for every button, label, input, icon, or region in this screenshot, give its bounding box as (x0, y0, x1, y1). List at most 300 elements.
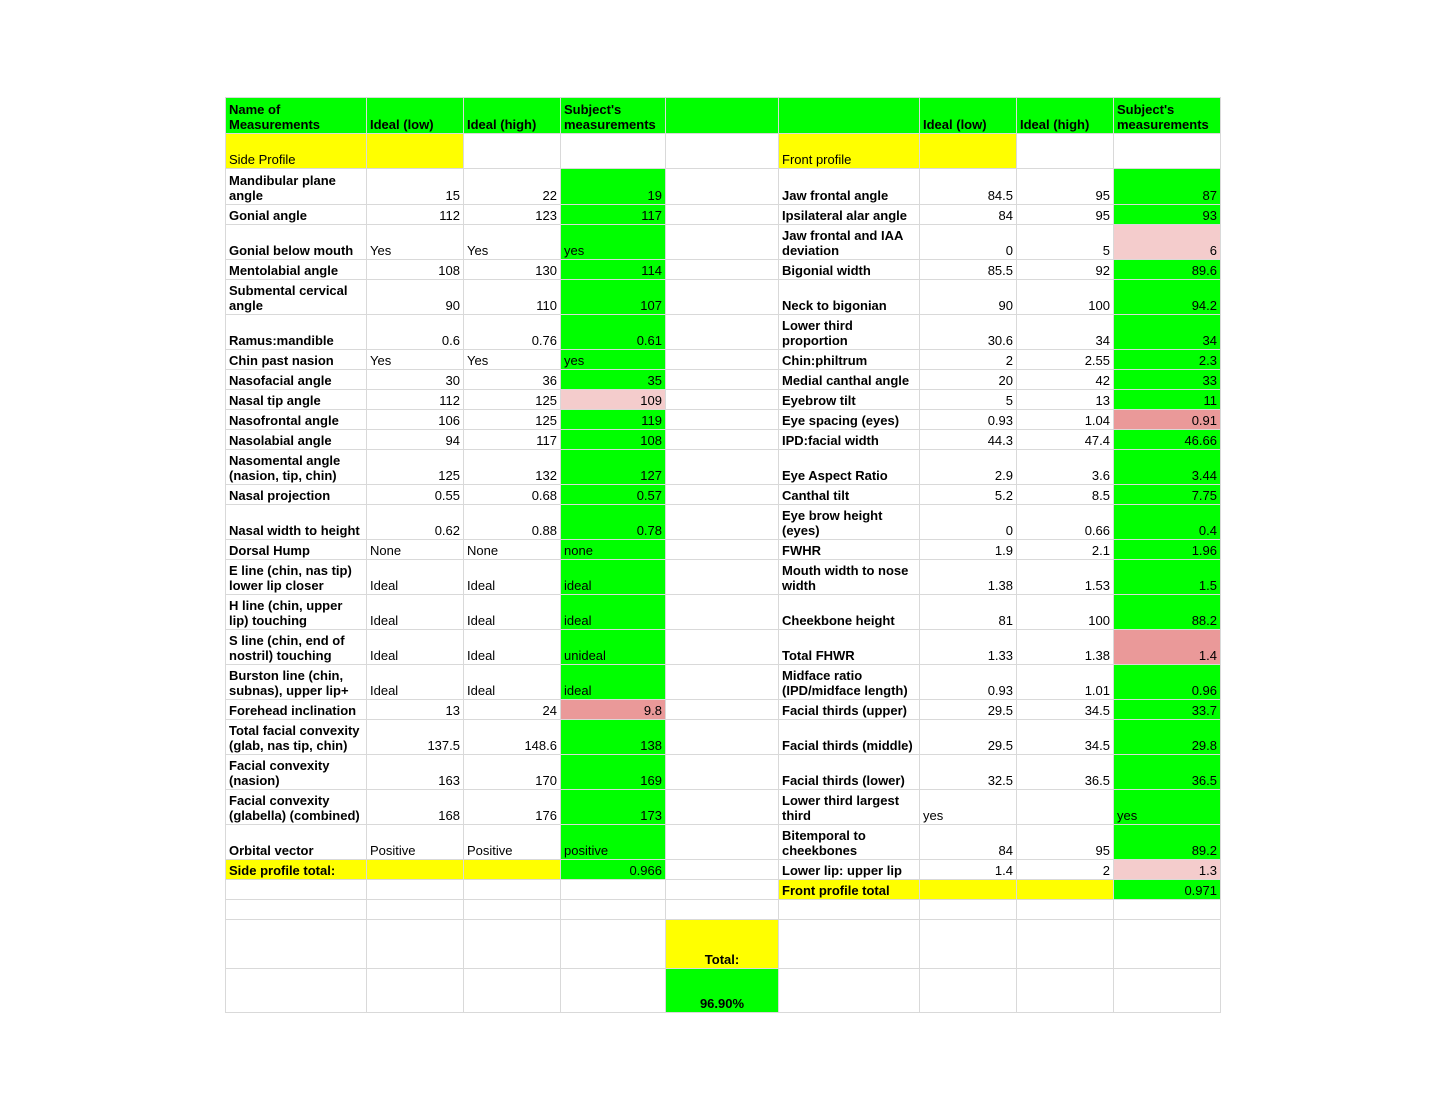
empty-cell[interactable] (1017, 900, 1114, 920)
spacer-cell[interactable] (666, 430, 779, 450)
side-ideal-low[interactable]: 163 (367, 755, 464, 790)
side-measurement-name[interactable]: Mandibular plane angle (226, 169, 367, 205)
front-measurement-name[interactable]: Bigonial width (779, 260, 920, 280)
grand-total-value[interactable]: 96.90% (666, 969, 779, 1013)
front-measurement-name[interactable]: Mouth width to nose width (779, 560, 920, 595)
measurement-row (226, 205, 1221, 225)
side-subject-value[interactable]: ideal (561, 595, 666, 630)
side-measurement-name[interactable]: Chin past nasion (226, 350, 367, 370)
spacer-cell[interactable] (666, 560, 779, 595)
front-profile-title[interactable]: Front profile (779, 134, 920, 169)
front-subject-value[interactable]: 7.75 (1114, 485, 1221, 505)
side-ideal-low[interactable]: 112 (367, 390, 464, 410)
side-ideal-high[interactable]: 0.76 (464, 315, 561, 350)
side-ideal-high[interactable]: 24 (464, 700, 561, 720)
front-measurement-name[interactable]: Facial thirds (middle) (779, 720, 920, 755)
side-ideal-high[interactable]: None (464, 540, 561, 560)
side-title-fill-cell[interactable] (367, 134, 464, 169)
front-ideal-high[interactable]: 95 (1017, 169, 1114, 205)
empty-cell[interactable] (920, 969, 1017, 1013)
spacer-cell[interactable] (666, 280, 779, 315)
front-ideal-low[interactable]: 0 (920, 225, 1017, 260)
measurement-row (226, 790, 1221, 825)
front-ideal-high[interactable]: 3.6 (1017, 450, 1114, 485)
front-ideal-low[interactable]: yes (920, 790, 1017, 825)
front-measurement-name[interactable]: Lower third largest third (779, 790, 920, 825)
spacer-cell[interactable] (666, 450, 779, 485)
side-ideal-low[interactable]: 90 (367, 280, 464, 315)
front-ideal-low[interactable]: 84 (920, 205, 1017, 225)
side-ideal-low[interactable]: 168 (367, 790, 464, 825)
front-ideal-high[interactable]: 47.4 (1017, 430, 1114, 450)
front-title-fill-cell[interactable] (920, 134, 1017, 169)
front-subject-value[interactable]: 36.5 (1114, 755, 1221, 790)
side-subject-value[interactable]: ideal (561, 665, 666, 700)
measurement-row (226, 280, 1221, 315)
front-ideal-low[interactable]: 30.6 (920, 315, 1017, 350)
side-measurement-name[interactable]: Facial convexity (nasion) (226, 755, 367, 790)
front-ideal-low[interactable]: 1.4 (920, 860, 1017, 880)
empty-cell[interactable] (920, 920, 1017, 969)
side-measurement-name[interactable]: H line (chin, upper lip) touching (226, 595, 367, 630)
side-ideal-high[interactable]: 117 (464, 430, 561, 450)
side-ideal-high[interactable]: Ideal (464, 560, 561, 595)
side-measurement-name[interactable]: Submental cervical angle (226, 280, 367, 315)
front-ideal-high[interactable]: 92 (1017, 260, 1114, 280)
empty-cell[interactable] (367, 900, 464, 920)
side-subject-value[interactable]: 109 (561, 390, 666, 410)
side-ideal-high[interactable]: 0.68 (464, 485, 561, 505)
front-ideal-low[interactable]: 0.93 (920, 410, 1017, 430)
side-ideal-high[interactable]: Ideal (464, 665, 561, 700)
side-ideal-high[interactable]: Yes (464, 350, 561, 370)
front-ideal-low[interactable]: 84 (920, 825, 1017, 860)
front-ideal-high[interactable]: 34 (1017, 315, 1114, 350)
front-subject-value[interactable]: 34 (1114, 315, 1221, 350)
spacer-cell[interactable] (666, 505, 779, 540)
side-ideal-high[interactable]: 110 (464, 280, 561, 315)
empty-cell[interactable] (226, 880, 367, 900)
spacer-cell[interactable] (666, 630, 779, 665)
front-ideal-high[interactable]: 34.5 (1017, 720, 1114, 755)
front-measurement-name[interactable]: Facial thirds (upper) (779, 700, 920, 720)
spacer-cell[interactable] (666, 700, 779, 720)
side-ideal-low[interactable]: Positive (367, 825, 464, 860)
front-total-value[interactable]: 0.971 (1114, 880, 1221, 900)
empty-cell[interactable] (464, 969, 561, 1013)
side-ideal-low[interactable]: 108 (367, 260, 464, 280)
header-ideal-low-cell[interactable]: Ideal (low) (367, 98, 464, 134)
side-ideal-low[interactable]: 13 (367, 700, 464, 720)
side-measurement-name[interactable]: Dorsal Hump (226, 540, 367, 560)
side-ideal-high[interactable]: 22 (464, 169, 561, 205)
side-measurement-name[interactable]: S line (chin, end of nostril) touching (226, 630, 367, 665)
front-measurement-name[interactable]: Cheekbone height (779, 595, 920, 630)
side-subject-value[interactable]: 173 (561, 790, 666, 825)
side-ideal-high[interactable]: 176 (464, 790, 561, 825)
side-ideal-low[interactable]: Yes (367, 225, 464, 260)
side-ideal-low[interactable]: Ideal (367, 595, 464, 630)
side-subject-value[interactable]: 117 (561, 205, 666, 225)
empty-cell[interactable] (367, 880, 464, 900)
front-measurement-name[interactable]: FWHR (779, 540, 920, 560)
side-ideal-low[interactable]: 0.6 (367, 315, 464, 350)
front-ideal-low[interactable]: 5 (920, 390, 1017, 410)
side-measurement-name[interactable]: Nasofacial angle (226, 370, 367, 390)
front-subject-value[interactable]: yes (1114, 790, 1221, 825)
front-ideal-high[interactable]: 2 (1017, 860, 1114, 880)
side-subject-value[interactable]: 138 (561, 720, 666, 755)
front-ideal-low[interactable]: 84.5 (920, 169, 1017, 205)
empty-cell[interactable] (920, 900, 1017, 920)
front-measurement-name[interactable]: Lower lip: upper lip (779, 860, 920, 880)
front-ideal-low[interactable]: 20 (920, 370, 1017, 390)
empty-cell[interactable] (1017, 969, 1114, 1013)
front-subject-value[interactable]: 89.2 (1114, 825, 1221, 860)
spacer-cell[interactable] (666, 720, 779, 755)
spacer-cell[interactable] (666, 825, 779, 860)
front-ideal-high[interactable]: 95 (1017, 825, 1114, 860)
front-subject-value[interactable]: 94.2 (1114, 280, 1221, 315)
front-subject-value[interactable]: 46.66 (1114, 430, 1221, 450)
section-title-row (226, 134, 1221, 169)
front-ideal-high[interactable]: 0.66 (1017, 505, 1114, 540)
side-subject-value[interactable]: unideal (561, 630, 666, 665)
empty-cell[interactable] (226, 920, 367, 969)
header-front-name-cell[interactable] (779, 98, 920, 134)
measurement-row (226, 720, 1221, 755)
side-ideal-high[interactable]: 125 (464, 410, 561, 430)
front-measurement-name[interactable]: Jaw frontal and IAA deviation (779, 225, 920, 260)
side-ideal-low[interactable]: 0.55 (367, 485, 464, 505)
side-subject-value[interactable]: none (561, 540, 666, 560)
empty-cell[interactable] (367, 920, 464, 969)
front-ideal-high[interactable]: 34.5 (1017, 700, 1114, 720)
side-ideal-high[interactable]: Positive (464, 825, 561, 860)
spacer-cell[interactable] (666, 540, 779, 560)
side-measurement-name[interactable]: Orbital vector (226, 825, 367, 860)
header-spacer-cell[interactable] (666, 98, 779, 134)
front-total-fill-cell[interactable] (1017, 880, 1114, 900)
front-subject-value[interactable]: 3.44 (1114, 450, 1221, 485)
empty-cell[interactable] (666, 134, 779, 169)
front-ideal-high[interactable]: 13 (1017, 390, 1114, 410)
measurements-sheet (225, 97, 1221, 1013)
side-subject-value[interactable]: yes (561, 225, 666, 260)
side-measurement-name[interactable]: Nasofrontal angle (226, 410, 367, 430)
front-measurement-name[interactable]: Medial canthal angle (779, 370, 920, 390)
empty-cell[interactable] (1017, 134, 1114, 169)
side-total-label[interactable]: Side profile total: (226, 860, 367, 880)
spacer-cell[interactable] (666, 169, 779, 205)
side-ideal-high[interactable]: Ideal (464, 595, 561, 630)
side-measurement-name[interactable]: Burston line (chin, subnas), upper lip+ (226, 665, 367, 700)
front-measurement-name[interactable]: Midface ratio (IPD/midface length) (779, 665, 920, 700)
front-ideal-low[interactable]: 44.3 (920, 430, 1017, 450)
measurement-row (226, 755, 1221, 790)
front-ideal-low[interactable]: 29.5 (920, 720, 1017, 755)
spacer-cell[interactable] (666, 860, 779, 880)
side-ideal-low[interactable]: 112 (367, 205, 464, 225)
empty-cell[interactable] (561, 900, 666, 920)
side-measurement-name[interactable]: Mentolabial angle (226, 260, 367, 280)
front-ideal-high[interactable]: 42 (1017, 370, 1114, 390)
front-measurement-name[interactable]: Total FHWR (779, 630, 920, 665)
front-ideal-low[interactable]: 2 (920, 350, 1017, 370)
front-ideal-high[interactable]: 1.01 (1017, 665, 1114, 700)
side-measurement-name[interactable]: Gonial angle (226, 205, 367, 225)
side-measurement-name[interactable]: Nasolabial angle (226, 430, 367, 450)
front-subject-value[interactable]: 1.96 (1114, 540, 1221, 560)
side-measurement-name[interactable]: Total facial convexity (glab, nas tip, chin) (226, 720, 367, 755)
front-subject-value[interactable]: 1.3 (1114, 860, 1221, 880)
header-subject-cell[interactable]: Subject's measurements (561, 98, 666, 134)
side-ideal-high[interactable]: 36 (464, 370, 561, 390)
front-ideal-low[interactable]: 29.5 (920, 700, 1017, 720)
side-ideal-high[interactable]: 0.88 (464, 505, 561, 540)
front-measurement-name[interactable]: IPD:facial width (779, 430, 920, 450)
grand-total-label[interactable]: Total: (666, 920, 779, 969)
front-ideal-low[interactable]: 85.5 (920, 260, 1017, 280)
empty-cell[interactable] (561, 880, 666, 900)
side-ideal-low[interactable]: 30 (367, 370, 464, 390)
front-subject-value[interactable]: 89.6 (1114, 260, 1221, 280)
empty-cell[interactable] (779, 969, 920, 1013)
side-subject-value[interactable]: positive (561, 825, 666, 860)
side-subject-value[interactable]: 0.78 (561, 505, 666, 540)
side-subject-value[interactable]: 35 (561, 370, 666, 390)
front-ideal-high[interactable]: 2.55 (1017, 350, 1114, 370)
side-measurement-name[interactable]: Ramus:mandible (226, 315, 367, 350)
front-ideal-low[interactable]: 5.2 (920, 485, 1017, 505)
front-subject-value[interactable]: 0.4 (1114, 505, 1221, 540)
spacer-cell[interactable] (666, 485, 779, 505)
side-ideal-high[interactable]: 125 (464, 390, 561, 410)
measurement-row (226, 450, 1221, 485)
front-subject-value[interactable]: 2.3 (1114, 350, 1221, 370)
front-ideal-high[interactable]: 100 (1017, 595, 1114, 630)
front-total-fill-cell[interactable] (920, 880, 1017, 900)
empty-cell[interactable] (226, 900, 367, 920)
front-measurement-name[interactable]: Facial thirds (lower) (779, 755, 920, 790)
empty-cell[interactable] (1114, 969, 1221, 1013)
header-front-ideal-high-cell[interactable]: Ideal (high) (1017, 98, 1114, 134)
header-ideal-high-cell[interactable]: Ideal (high) (464, 98, 561, 134)
front-ideal-high[interactable]: 36.5 (1017, 755, 1114, 790)
empty-cell[interactable] (779, 900, 920, 920)
spacer-cell[interactable] (666, 260, 779, 280)
front-subject-value[interactable]: 93 (1114, 205, 1221, 225)
empty-cell[interactable] (464, 900, 561, 920)
side-total-fill-cell[interactable] (464, 860, 561, 880)
side-measurement-name[interactable]: Gonial below mouth (226, 225, 367, 260)
empty-cell[interactable] (1114, 920, 1221, 969)
front-measurement-name[interactable]: Bitemporal to cheekbones (779, 825, 920, 860)
spacer-cell[interactable] (666, 225, 779, 260)
front-measurement-name[interactable]: Canthal tilt (779, 485, 920, 505)
front-ideal-low[interactable]: 90 (920, 280, 1017, 315)
measurement-row (226, 410, 1221, 430)
front-subject-value[interactable]: 0.91 (1114, 410, 1221, 430)
empty-cell[interactable] (561, 134, 666, 169)
front-ideal-high[interactable]: 8.5 (1017, 485, 1114, 505)
front-ideal-low[interactable]: 81 (920, 595, 1017, 630)
side-measurement-name[interactable]: Nasal tip angle (226, 390, 367, 410)
front-subject-value[interactable]: 0.96 (1114, 665, 1221, 700)
empty-cell[interactable] (464, 134, 561, 169)
side-measurement-name[interactable]: Nasal width to height (226, 505, 367, 540)
front-ideal-low[interactable]: 2.9 (920, 450, 1017, 485)
front-ideal-high[interactable]: 1.38 (1017, 630, 1114, 665)
side-subject-value[interactable]: 107 (561, 280, 666, 315)
spacer-cell[interactable] (666, 665, 779, 700)
empty-cell[interactable] (367, 969, 464, 1013)
side-ideal-low[interactable]: 0.62 (367, 505, 464, 540)
front-subject-value[interactable]: 33.7 (1114, 700, 1221, 720)
empty-cell[interactable] (464, 880, 561, 900)
front-total-label[interactable]: Front profile total (779, 880, 920, 900)
header-name-cell[interactable]: Name of Measurements (226, 98, 367, 134)
side-measurement-name[interactable]: E line (chin, nas tip) lower lip closer (226, 560, 367, 595)
side-ideal-high[interactable]: Ideal (464, 630, 561, 665)
side-ideal-low[interactable]: 94 (367, 430, 464, 450)
side-ideal-low[interactable]: 106 (367, 410, 464, 430)
front-subject-value[interactable]: 1.5 (1114, 560, 1221, 595)
measurement-row (226, 825, 1221, 860)
side-subject-value[interactable]: 19 (561, 169, 666, 205)
empty-cell[interactable] (1114, 134, 1221, 169)
front-ideal-high[interactable]: 5 (1017, 225, 1114, 260)
front-ideal-low[interactable]: 0.93 (920, 665, 1017, 700)
side-subject-value[interactable]: 9.8 (561, 700, 666, 720)
spacer-cell[interactable] (666, 205, 779, 225)
side-measurement-name[interactable]: Forehead inclination (226, 700, 367, 720)
empty-cell[interactable] (779, 920, 920, 969)
side-profile-title[interactable]: Side Profile (226, 134, 367, 169)
spacer-cell[interactable] (666, 595, 779, 630)
spacer-cell[interactable] (666, 790, 779, 825)
side-subject-value[interactable]: 127 (561, 450, 666, 485)
front-measurement-name[interactable]: Eye brow height (eyes) (779, 505, 920, 540)
front-ideal-high[interactable]: 100 (1017, 280, 1114, 315)
front-subject-value[interactable]: 1.4 (1114, 630, 1221, 665)
front-subject-value[interactable]: 33 (1114, 370, 1221, 390)
grand-total-value-row (226, 969, 1221, 1013)
measurement-row (226, 595, 1221, 630)
empty-cell[interactable] (666, 900, 779, 920)
measurement-row (226, 430, 1221, 450)
side-measurement-name[interactable]: Facial convexity (glabella) (combined) (226, 790, 367, 825)
side-ideal-high[interactable]: Yes (464, 225, 561, 260)
front-ideal-low[interactable]: 32.5 (920, 755, 1017, 790)
front-ideal-high[interactable]: 95 (1017, 205, 1114, 225)
front-measurement-name[interactable]: Chin:philtrum (779, 350, 920, 370)
blank-row (226, 900, 1221, 920)
empty-cell[interactable] (666, 880, 779, 900)
side-ideal-low[interactable]: 15 (367, 169, 464, 205)
spacer-cell[interactable] (666, 390, 779, 410)
spacer-cell[interactable] (666, 755, 779, 790)
header-front-ideal-low-cell[interactable]: Ideal (low) (920, 98, 1017, 134)
front-ideal-high[interactable] (1017, 790, 1114, 825)
front-ideal-low[interactable]: 1.9 (920, 540, 1017, 560)
front-subject-value[interactable]: 88.2 (1114, 595, 1221, 630)
front-subject-value[interactable]: 6 (1114, 225, 1221, 260)
spacer-cell[interactable] (666, 370, 779, 390)
spacer-cell[interactable] (666, 350, 779, 370)
side-subject-value[interactable]: 108 (561, 430, 666, 450)
side-ideal-high[interactable]: 123 (464, 205, 561, 225)
spacer-cell[interactable] (666, 315, 779, 350)
side-total-fill-cell[interactable] (367, 860, 464, 880)
side-ideal-high[interactable]: 132 (464, 450, 561, 485)
side-measurement-name[interactable]: Nasal projection (226, 485, 367, 505)
measurement-row (226, 225, 1221, 260)
side-ideal-low[interactable]: None (367, 540, 464, 560)
measurement-row (226, 505, 1221, 540)
side-ideal-high[interactable]: 148.6 (464, 720, 561, 755)
empty-cell[interactable] (561, 969, 666, 1013)
empty-cell[interactable] (561, 920, 666, 969)
front-ideal-high[interactable]: 2.1 (1017, 540, 1114, 560)
side-ideal-low[interactable]: Yes (367, 350, 464, 370)
side-subject-value[interactable]: yes (561, 350, 666, 370)
empty-cell[interactable] (1017, 920, 1114, 969)
front-subject-value[interactable]: 11 (1114, 390, 1221, 410)
side-ideal-high[interactable]: 170 (464, 755, 561, 790)
side-subject-value[interactable]: 169 (561, 755, 666, 790)
side-subject-value[interactable]: 114 (561, 260, 666, 280)
front-measurement-name[interactable]: Lower third proportion (779, 315, 920, 350)
side-subject-value[interactable]: ideal (561, 560, 666, 595)
empty-cell[interactable] (1114, 900, 1221, 920)
front-ideal-low[interactable]: 0 (920, 505, 1017, 540)
front-measurement-name[interactable]: Neck to bigonian (779, 280, 920, 315)
side-measurement-name[interactable]: Nasomental angle (nasion, tip, chin) (226, 450, 367, 485)
front-measurement-name[interactable]: Eye spacing (eyes) (779, 410, 920, 430)
side-total-value[interactable]: 0.966 (561, 860, 666, 880)
side-subject-value[interactable]: 119 (561, 410, 666, 430)
empty-cell[interactable] (464, 920, 561, 969)
side-ideal-high[interactable]: 130 (464, 260, 561, 280)
measurement-row (226, 260, 1221, 280)
front-ideal-high[interactable]: 1.53 (1017, 560, 1114, 595)
side-subject-value[interactable]: 0.61 (561, 315, 666, 350)
front-measurement-name[interactable]: Jaw frontal angle (779, 169, 920, 205)
spacer-cell[interactable] (666, 410, 779, 430)
measurement-row (226, 560, 1221, 595)
measurement-row (226, 315, 1221, 350)
front-measurement-name[interactable]: Ipsilateral alar angle (779, 205, 920, 225)
side-ideal-low[interactable]: 137.5 (367, 720, 464, 755)
empty-cell[interactable] (226, 969, 367, 1013)
side-ideal-low[interactable]: Ideal (367, 630, 464, 665)
side-ideal-low[interactable]: 125 (367, 450, 464, 485)
front-subject-value[interactable]: 29.8 (1114, 720, 1221, 755)
front-ideal-high[interactable]: 1.04 (1017, 410, 1114, 430)
side-ideal-low[interactable]: Ideal (367, 665, 464, 700)
front-measurement-name[interactable]: Eyebrow tilt (779, 390, 920, 410)
measurement-row (226, 700, 1221, 720)
header-front-subject-cell[interactable]: Subject's measurements (1114, 98, 1221, 134)
front-subject-value[interactable]: 87 (1114, 169, 1221, 205)
front-measurement-name[interactable]: Eye Aspect Ratio (779, 450, 920, 485)
front-ideal-low[interactable]: 1.33 (920, 630, 1017, 665)
side-ideal-low[interactable]: Ideal (367, 560, 464, 595)
front-ideal-low[interactable]: 1.38 (920, 560, 1017, 595)
measurement-row (226, 665, 1221, 700)
side-subject-value[interactable]: 0.57 (561, 485, 666, 505)
